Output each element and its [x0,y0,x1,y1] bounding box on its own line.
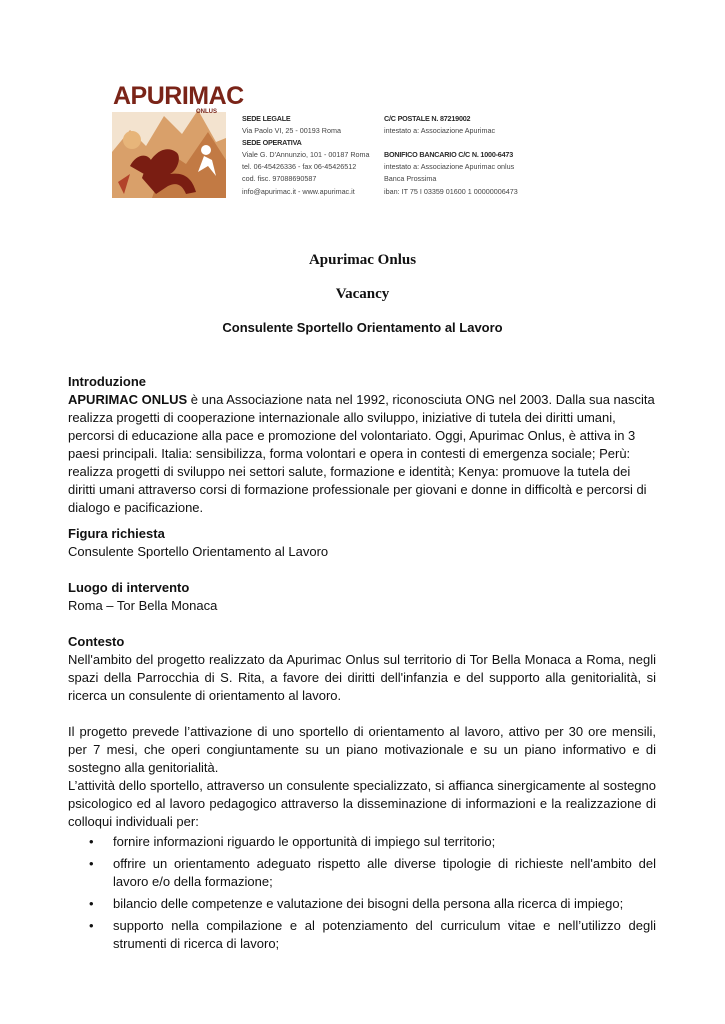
bank-transfer-heading: BONIFICO BANCARIO C/C N. 1000-6473 [384,150,513,160]
document-body [68,373,656,957]
bank-account-holder: intestato a: Associazione Apurimac onlus [384,162,515,172]
iban: iban: IT 75 I 03359 01600 1 00000006473 [384,186,518,196]
postal-account-holder: intestato a: Associazione Apurimac [384,126,496,136]
legal-office-address: Via Paolo VI, 25 - 00193 Roma [242,126,341,136]
bullet-icon: • [89,896,94,911]
intro-heading: Introduzione [68,374,146,389]
intro-text: è una Associazione nata nel 1992, riconosciuta ONG nel 2003. Dalla sua nascita realizza progetti di cooperazione internazionale allo sviluppo, iniziative di tutela dei diritti umani, percorsi di educazione alla pace e promozione del volontariato. Oggi, Apurimac Onlus, è attiva in 3 paesi principali. Italia: sensibilizza, forma volontari e opera in contesti di emergenza sociale; Perù: realizza progetti di sviluppo nei settori salute, formazione e identità; Kenya: promuove la tutela dei diritti umani attraverso corsi di formazione professionale per giovani e donne in difficoltà e percorsi di dialogo e pacificazione. [68,392,655,515]
luogo-heading: Luogo di intervento [68,580,190,595]
progetto-paragraph: Il progetto prevede l’attivazione di uno sportello di orientamento al lavoro, attivo per 30 ore mensili, per 7 mesi, che operi congiuntamente su un piano motivazionale e su un piano informativo e di sostegno alla genitorialità. [68,724,656,775]
bank-name: Banca Prossima [384,174,437,184]
list-item: • fornire informazioni riguardo le opportunità di impiego sul territorio; [89,834,496,849]
contesto-paragraph: Nell'ambito del progetto realizzato da Apurimac Onlus sul territorio di Tor Bella Monaca a Roma, negli spazi della Parrocchia di S. Rita, a favore dei diritti dell'infanzia e del supporto alla genitorialità, si ricerca un consulente di orientamento al lavoro. [68,652,656,703]
figura-heading: Figura richiesta [68,526,165,541]
postal-account-heading: C/C POSTALE N. 87219002 [384,114,471,123]
bullet-icon: • [89,918,94,933]
contact-web: info@apurimac.it - www.apurimac.it [242,186,355,196]
letterhead-address-column [242,113,370,198]
letterhead-payment-column [384,113,518,198]
attivita-paragraph: L’attività dello sportello, attraverso un consulente specializzato, si affianca sinergicamente al sostegno psicologico ed al lavoro pedagogico attraverso la disseminazione di informazioni e la realizzazione di colloqui individuali per: [68,778,656,829]
operative-office-address: Viale G. D'Annunzio, 101 - 00187 Roma [242,150,370,160]
list-item: • offrire un orientamento adeguato rispetto alle diverse tipologie di richieste nell'ambito del lavoro e/o della formazione; [89,856,656,889]
list-item: • supporto nella compilazione e al potenziamento del curriculum vitae e nell’utilizzo degli strumenti di ricerca di lavoro; [89,918,656,951]
phone-fax: tel. 06-45426336 - fax 06-45426512 [242,162,357,172]
fiscal-code: cod. fisc. 97088690587 [242,174,317,184]
logo-text: APURIMAC [113,82,244,110]
org-title: Apurimac Onlus [308,252,417,268]
logo-subtext: ONLUS [196,109,217,115]
vacancy-title: Vacancy [335,286,390,302]
bullet-icon: • [89,834,94,849]
figura-text: Consulente Sportello Orientamento al Lavoro [68,544,329,559]
luogo-text: Roma – Tor Bella Monaca [68,598,218,613]
intro-paragraph [68,391,656,517]
operative-office-heading: SEDE OPERATIVA [242,138,302,148]
intro-org-name: APURIMAC ONLUS [68,392,188,407]
activity-list [68,833,656,953]
list-item: • bilancio delle competenze e valutazione dei bisogni della persona alla ricerca di impiego; [89,896,624,911]
contesto-heading: Contesto [68,634,125,649]
position-title: Consulente Sportello Orientamento al Lavoro [222,320,503,335]
legal-office-heading: SEDE LEGALE [242,114,291,123]
bullet-icon: • [89,856,94,871]
